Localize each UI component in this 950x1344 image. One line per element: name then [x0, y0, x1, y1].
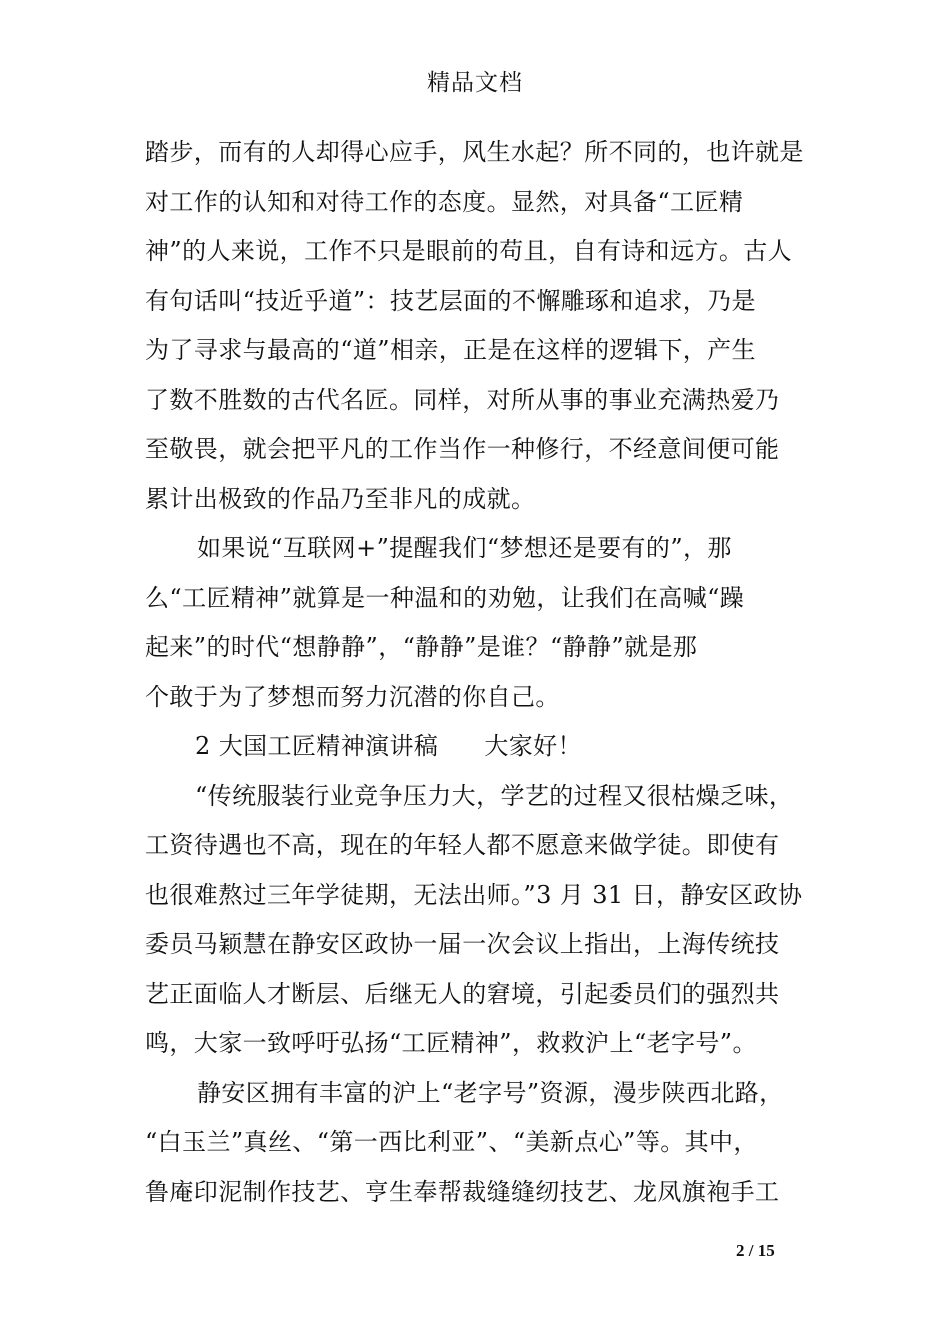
text-line: 也很难熬过三年学徒期，无法出师。”3 月 31 日，静安区政协: [145, 880, 803, 909]
text-line: 神”的人来说，工作不只是眼前的苟且，自有诗和远方。古人: [145, 237, 793, 265]
text-line: 为了寻求与最高的“道”相亲，正是在这样的逻辑下，产生: [145, 336, 756, 364]
text-line: 有句话叫“技近乎道”：技艺层面的不懈雕琢和追求，乃是: [145, 286, 756, 315]
text-line: “白玉兰”真丝、“第一西比利亚”、“美新点心”等。其中，: [145, 1128, 758, 1156]
paragraph-start-line: 如果说“互联网+”提醒我们“梦想还是要有的”，那: [197, 534, 732, 562]
text-line: 鲁庵印泥制作技艺、亨生奉帮裁缝缝纫技艺、龙凤旗袍手工: [145, 1177, 780, 1206]
document-body: [145, 128, 810, 1217]
text-line: 起来”的时代“想静静”，“静静”是谁？“静静”就是那: [145, 633, 698, 661]
text-line: 工资待遇也不高，现在的年轻人都不愿意来做学徒。即使有: [145, 831, 780, 859]
text-line: 踏步，而有的人却得心应手，风生水起？所不同的，也许就是: [145, 138, 804, 166]
text-line: 累计出极致的作品乃至非凡的成就。: [145, 484, 536, 513]
section-heading: 2 大国工匠精神演讲稿: [195, 732, 439, 760]
paragraph-start-line: “传统服装行业竞争压力大，学艺的过程又很枯燥乏味，: [195, 781, 794, 810]
text-line: 对工作的认知和对待工作的态度。显然，对具备“工匠精: [145, 187, 744, 216]
greeting: 大家好！: [484, 732, 582, 760]
text-line: 么“工匠精神”就算是一种温和的劝勉，让我们在高喊“躁: [145, 583, 745, 612]
page-header: 精品文档: [427, 70, 523, 96]
text-line: 委员马颖慧在静安区政协一届一次会议上指出，上海传统技: [145, 930, 780, 958]
text-line: 个敢于为了梦想而努力沉潜的你自己。: [145, 682, 560, 711]
section-heading-line: [145, 722, 810, 772]
text-line: 至敬畏，就会把平凡的工作当作一种修行，不经意间便可能: [145, 435, 780, 463]
text-line: 鸣，大家一致呼吁弘扬“工匠精神”，救救沪上“老字号”。: [145, 1029, 757, 1057]
text-line: 了数不胜数的古代名匠。同样，对所从事的事业充满热爱乃: [145, 385, 780, 414]
text-line: 艺正面临人才断层、后继无人的窘境，引起委员们的强烈共: [145, 979, 780, 1008]
paragraph-start-line: 静安区拥有丰富的沪上“老字号”资源，漫步陕西北路，: [197, 1078, 784, 1107]
page-number: 2 / 15: [736, 1241, 775, 1260]
